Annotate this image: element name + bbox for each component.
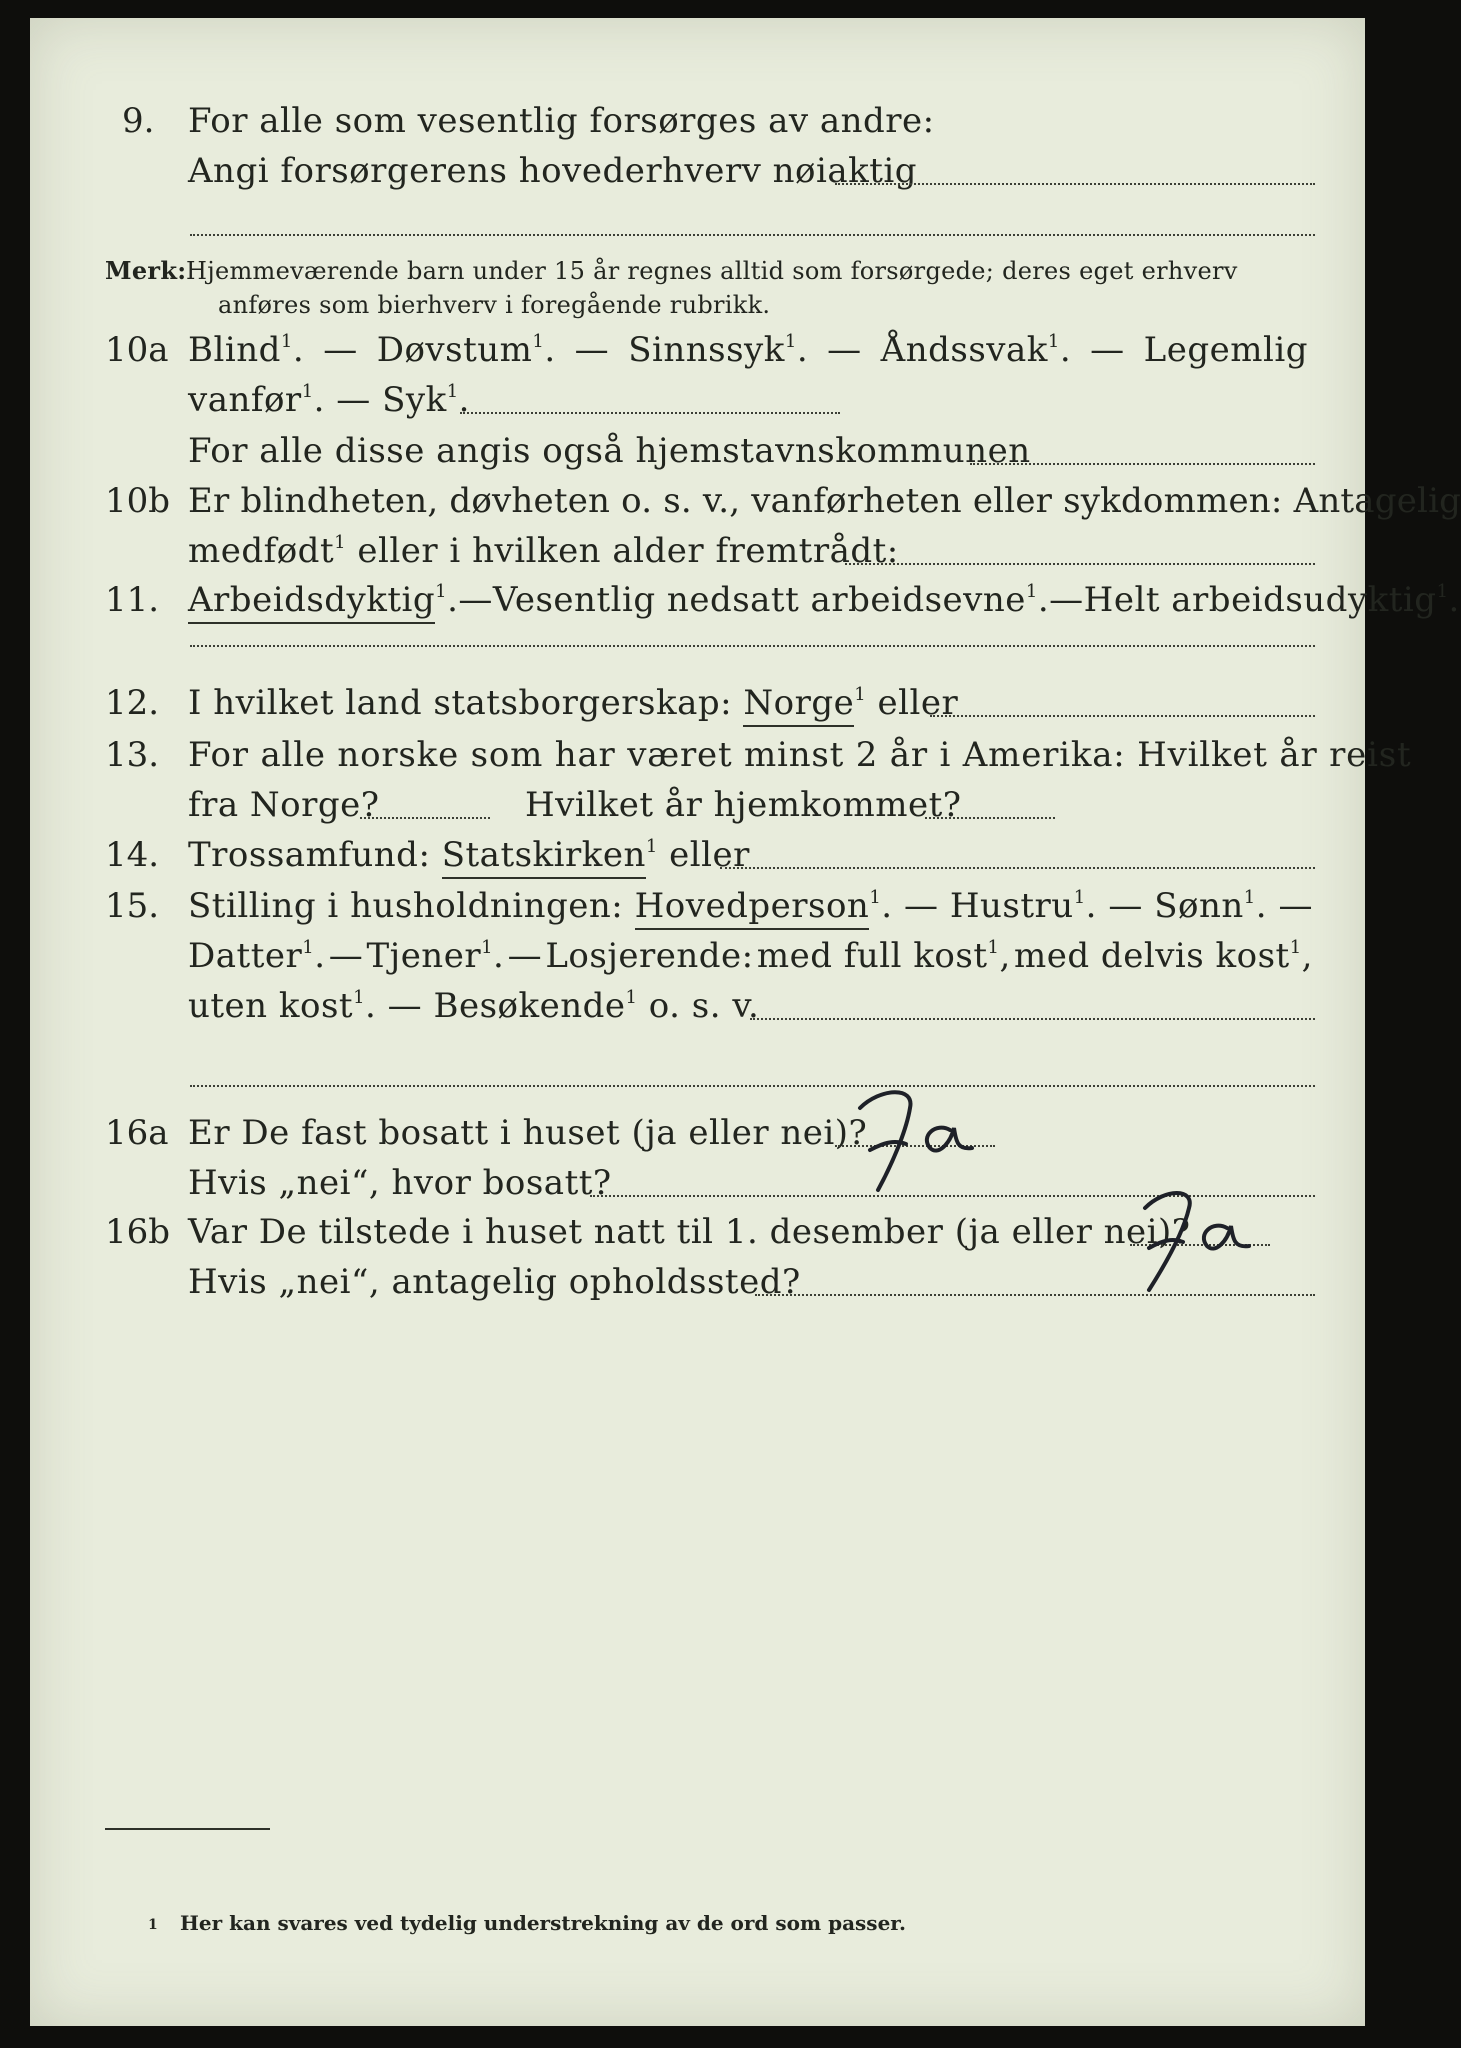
q9-number: 9. xyxy=(122,101,155,141)
q16b-line2: Hvis „nei“, antagelig opholdssted? xyxy=(188,1262,801,1302)
q15-besokende[interactable]: Besøkende$^1$ xyxy=(433,986,638,1026)
q10a-sinnssyk[interactable]: Sinnssyk$^1$. xyxy=(628,330,809,370)
q10a-dash: — xyxy=(827,330,862,370)
q9-line2: Angi forsørgerens hovederhverv nøiaktig xyxy=(188,151,918,191)
q15-line1 xyxy=(188,886,1313,926)
q15-dash: — xyxy=(903,886,939,926)
q15-sonn[interactable]: Sønn$^1$. xyxy=(1154,886,1268,926)
q15-answer-field-2[interactable] xyxy=(190,1085,1315,1087)
q14-number: 14. xyxy=(105,835,160,875)
q15-line2 xyxy=(188,936,1313,976)
q16b-number: 16b xyxy=(105,1212,171,1252)
q15-datter[interactable]: Datter$^1$. xyxy=(188,936,326,976)
merk-line1: Hjemmeværende barn under 15 år regnes alltid som forsørgede; deres eget erhverv xyxy=(186,257,1238,285)
q13-number: 13. xyxy=(105,735,160,775)
q16b-handwritten-ja xyxy=(1115,1178,1275,1298)
q15-dash: — xyxy=(1278,886,1313,926)
q15-osv: o. s. v. xyxy=(648,986,760,1026)
q10b-line2 xyxy=(188,531,899,571)
q10a-syk[interactable]: Syk$^1$. xyxy=(382,380,470,420)
q9-line1: For alle som vesentlig forsørges av andre: xyxy=(188,101,935,141)
q10a-andssvak[interactable]: Åndssvak$^1$. xyxy=(880,330,1072,370)
q9-answer-field[interactable] xyxy=(835,183,1315,185)
q13-hjem: Hvilket år hjemkommet? xyxy=(525,785,962,825)
q11-options xyxy=(188,580,1460,620)
q15-delvis-kost[interactable]: med delvis kost$^1$, xyxy=(1014,936,1313,976)
q9-answer-field-2[interactable] xyxy=(190,234,1315,236)
q14-line xyxy=(188,835,750,875)
q10b-number: 10b xyxy=(105,481,171,521)
q12-text: I hvilket land statsborgerskap: xyxy=(188,683,733,723)
q10a-blind[interactable]: Blind$^1$. xyxy=(188,330,305,370)
merk-line2: anføres som bierhverv i foregående rubrikk. xyxy=(218,291,771,319)
q10a-vanfor[interactable]: vanfør$^1$. xyxy=(188,380,325,420)
q10a-dash: — xyxy=(1090,330,1125,370)
merk-label: Merk: xyxy=(105,256,187,285)
q15-tjener[interactable]: Tjener$^1$. xyxy=(366,936,505,976)
q11-dash: — xyxy=(1049,580,1084,620)
q16a-handwritten-ja xyxy=(840,1078,1000,1198)
q16a-line2: Hvis „nei“, hvor bosatt? xyxy=(188,1163,612,1203)
q15-dash: — xyxy=(387,986,423,1026)
q10b-medfodt[interactable]: medfødt$^1$ xyxy=(188,531,347,571)
q16a-line1: Er De fast bosatt i huset (ja eller nei)? xyxy=(188,1113,868,1153)
q10a-dovstum[interactable]: Døvstum$^1$. xyxy=(376,330,556,370)
q13-fra-field[interactable] xyxy=(360,817,490,819)
q13-fra: fra Norge? xyxy=(188,785,380,825)
q14-statskirken[interactable]: Statskirken$^1$ xyxy=(442,835,658,875)
q15-answer-field[interactable] xyxy=(750,1018,1315,1020)
q15-losjerende: Losjerende: xyxy=(545,936,754,976)
q10a-dash: — xyxy=(574,330,610,370)
q10a-line1 xyxy=(188,330,1308,370)
footnote-text: Her kan svares ved tydelig understrekning av de ord som passer. xyxy=(180,1911,906,1935)
q15-hovedperson[interactable]: Hovedperson$^1$. xyxy=(635,886,893,926)
q15-full-kost[interactable]: med full kost$^1$, xyxy=(756,936,1011,976)
q11-nedsatt[interactable]: Vesentlig nedsatt arbeidsevne$^1$. xyxy=(492,580,1050,620)
q12-number: 12. xyxy=(105,683,160,723)
q10b-line1: Er blindheten, døvheten o. s. v., vanførheten eller sykdommen: Antagelig xyxy=(188,481,1461,521)
q16b-line1: Var De tilstede i huset natt til 1. desember (ja eller nei)? xyxy=(188,1212,1191,1252)
q12-eller: eller xyxy=(877,683,959,723)
q10a-line2 xyxy=(188,380,470,420)
q10b-rest: eller i hvilken alder fremtrådt: xyxy=(357,531,899,571)
q14-eller: eller xyxy=(669,835,750,875)
q10a-dash: — xyxy=(336,380,371,420)
q15-dash: — xyxy=(507,936,543,976)
q10a-answer-field[interactable] xyxy=(460,412,840,414)
q15-hustru[interactable]: Hustru$^1$. xyxy=(949,886,1097,926)
q15-number: 15. xyxy=(105,886,160,926)
q10a-dash: — xyxy=(323,330,358,370)
q14-answer-field[interactable] xyxy=(720,867,1315,869)
footnote-mark: 1 xyxy=(148,1917,158,1933)
q10a-kommune-field[interactable] xyxy=(970,463,1315,465)
census-form-page xyxy=(30,18,1461,2026)
q10b-answer-field[interactable] xyxy=(845,563,1315,565)
q12-answer-field[interactable] xyxy=(930,715,1315,717)
q10a-line3: For alle disse angis også hjemstavnskommunen xyxy=(188,431,1031,471)
footnote-rule xyxy=(105,1828,270,1830)
q11-answer-field[interactable] xyxy=(190,645,1315,647)
q15-dash: — xyxy=(1108,886,1143,926)
q11-number: 11. xyxy=(105,580,160,620)
q13-line1: For alle norske som har været minst 2 år i Amerika: Hvilket år reist xyxy=(188,735,1412,775)
q11-arbeidsdyktig[interactable]: Arbeidsdyktig$^1$. xyxy=(188,580,458,620)
q15-dash: — xyxy=(328,936,364,976)
q15-uten-kost[interactable]: uten kost$^1$. xyxy=(188,986,377,1026)
q14-text: Trossamfund: xyxy=(188,835,431,875)
q16a-number: 16a xyxy=(105,1113,169,1153)
q12-norge[interactable]: Norge$^1$ xyxy=(743,683,866,723)
q12-line xyxy=(188,683,958,723)
q11-udyktig[interactable]: Helt arbeidsudyktig$^1$. xyxy=(1083,580,1460,620)
q11-dash: — xyxy=(458,580,493,620)
q10a-legemlig[interactable]: Legemlig xyxy=(1143,330,1308,370)
q10a-number: 10a xyxy=(105,330,169,370)
q13-hjem-field[interactable] xyxy=(925,817,1055,819)
q15-text: Stilling i husholdningen: xyxy=(188,886,624,926)
q15-line3 xyxy=(188,986,759,1026)
